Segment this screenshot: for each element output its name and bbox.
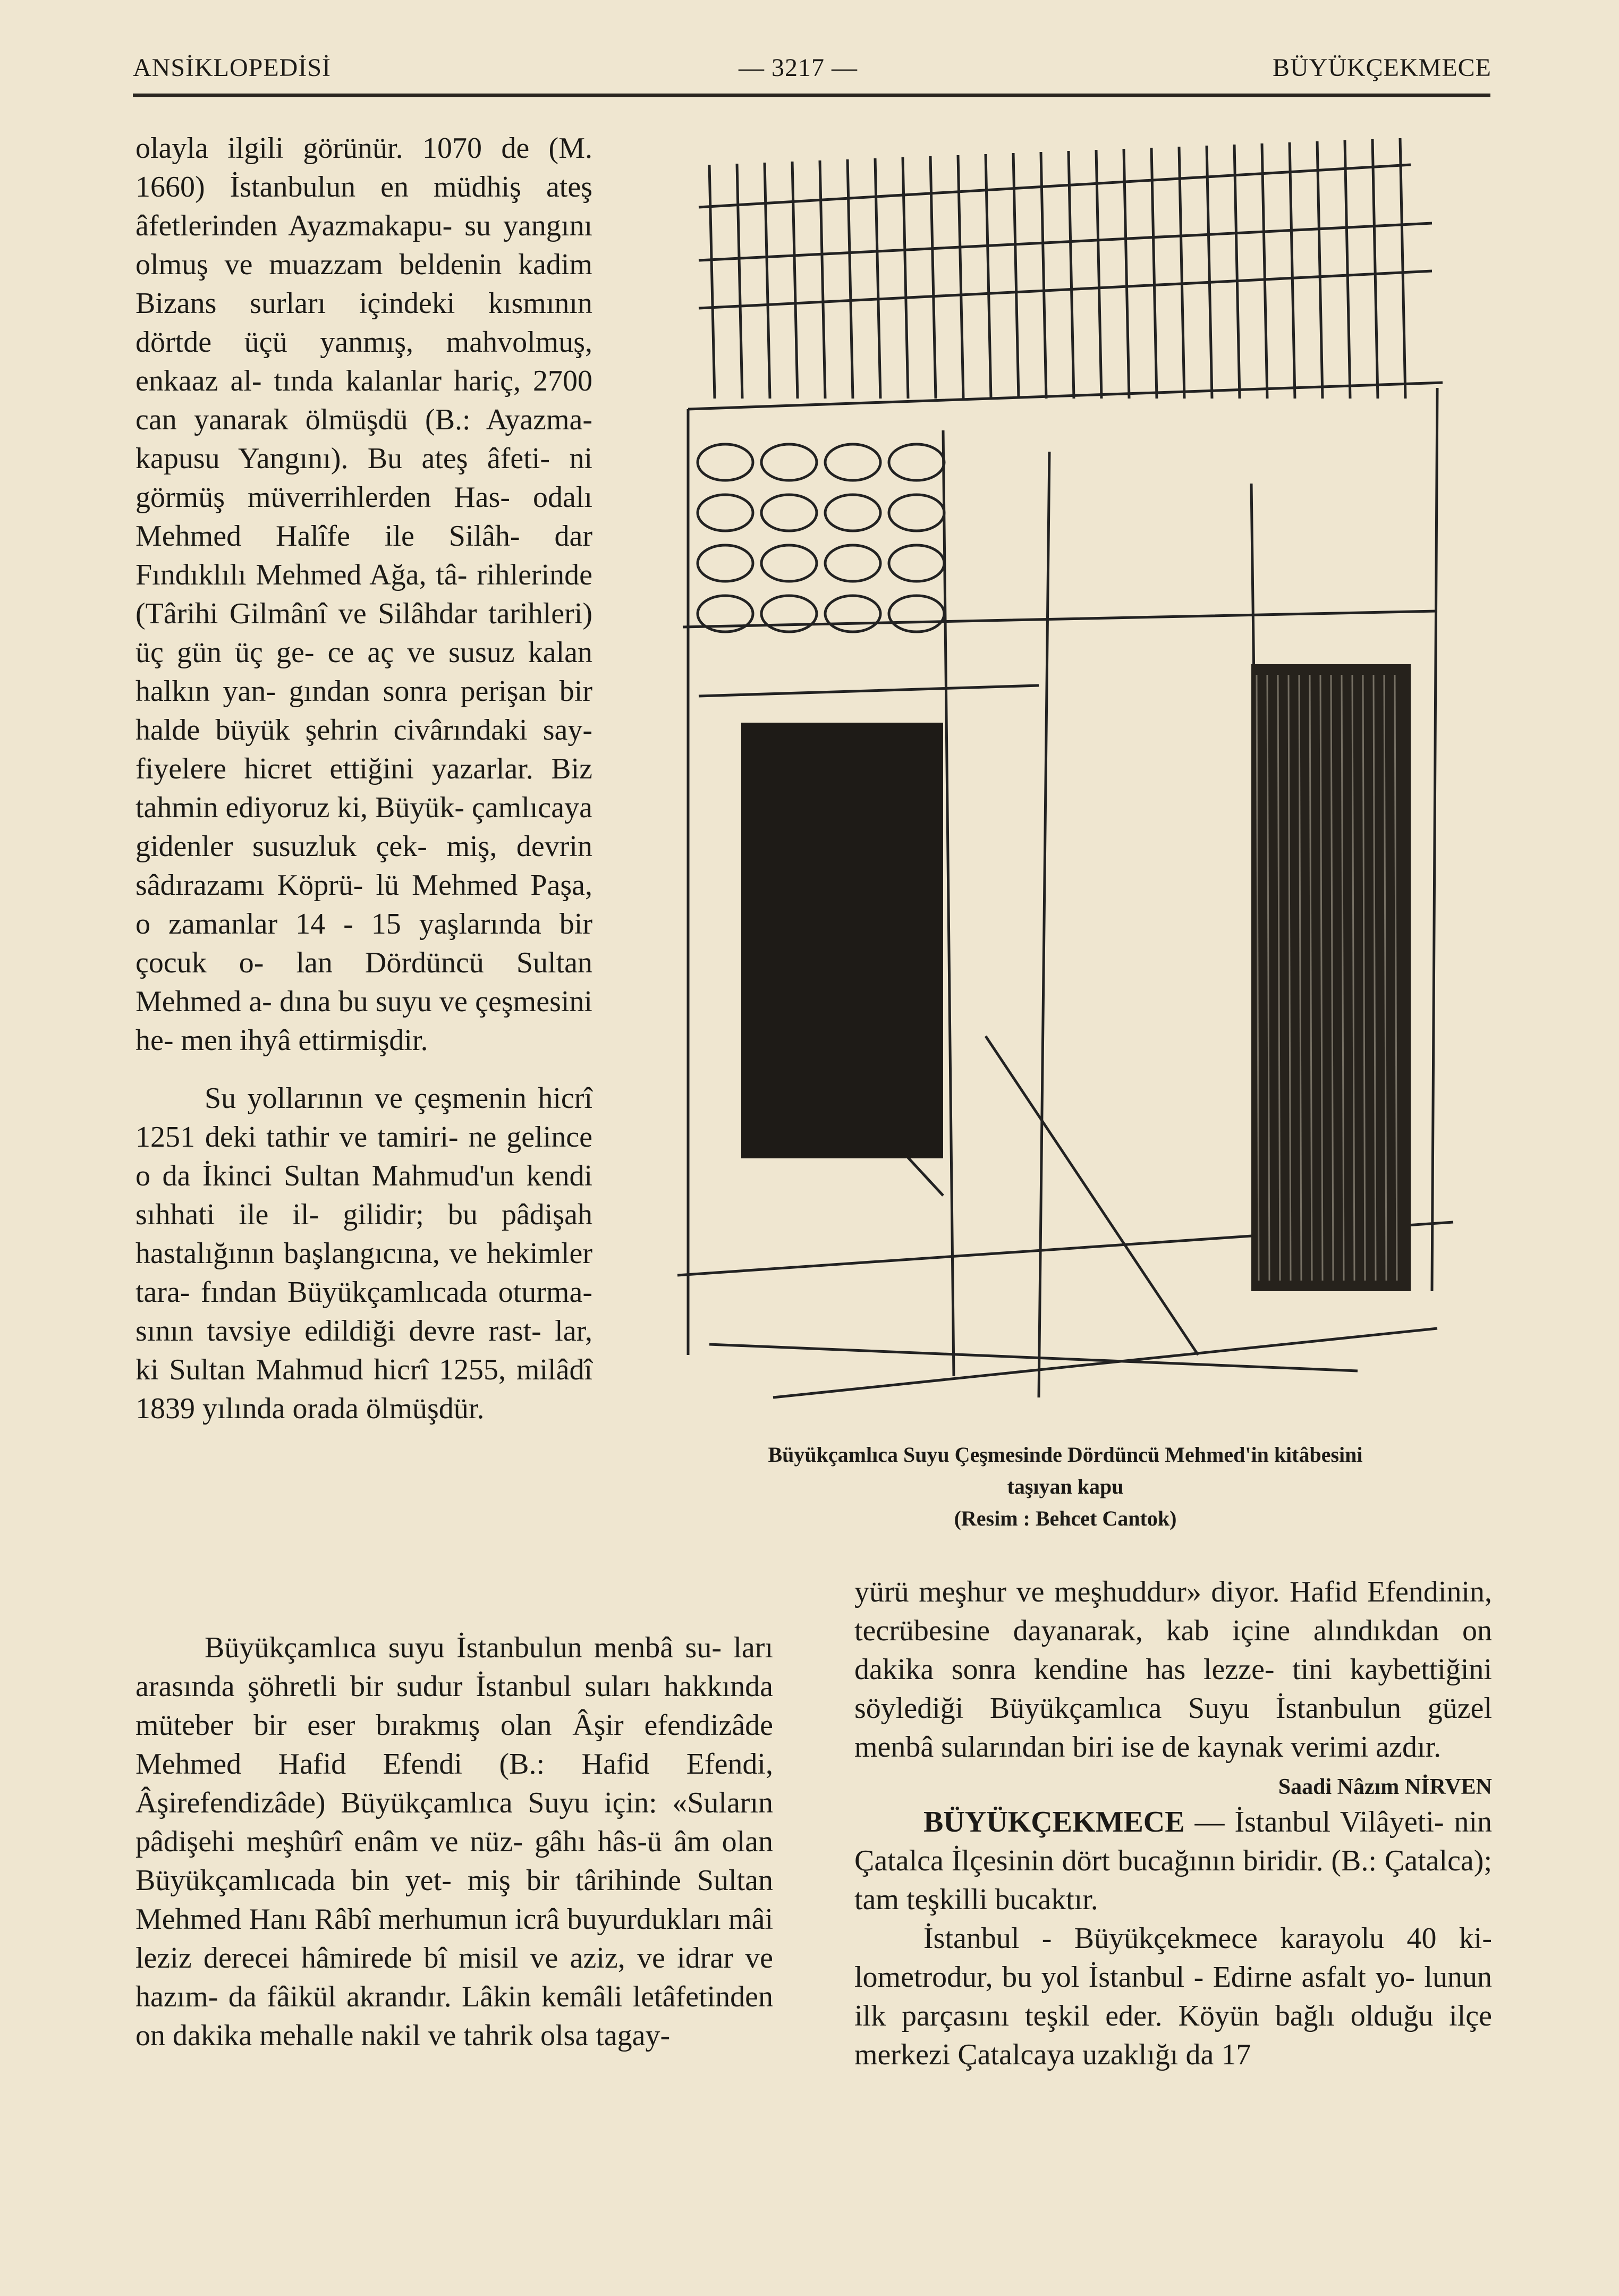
text-line: Mahmud'un kendi sıhhati ile il-	[135, 1159, 592, 1231]
text-line: merhumun icrâ buyurdukları mâi leziz derecei	[135, 1903, 773, 1975]
text-line: yürü meşhur ve meşhuddur» diyor. Hafid	[854, 1575, 1368, 1608]
text-line: Efendi, Âşirefendizâde) Büyükçamlıca Suyu	[135, 1748, 773, 1819]
text-line: yanmış, mahvolmuş, enkaaz al-	[135, 326, 593, 397]
text-line: gâhı hâs-ü âm olan Büyükçamlıcada bin yet-	[135, 1825, 773, 1897]
author-signature: Saadi Nâzım NİRVEN	[1278, 1775, 1492, 1799]
left-column-top	[135, 129, 592, 1428]
text-line: ölmüşdür.	[366, 1392, 485, 1425]
text-line: ni görmüş müverrihlerden Has-	[135, 442, 592, 514]
text-line: ateş âfetlerinden Ayazmakapu-	[135, 171, 592, 242]
text-line: yanarak ölmüşdü (B.: Ayazma-	[194, 403, 592, 436]
paragraph	[854, 1573, 1492, 1767]
text-line: lometrodur, bu yol İstanbul - Edirne asfalt yo-	[854, 1961, 1425, 1994]
caption-line: taşıyan kapu	[1007, 1475, 1124, 1498]
text-line: efendizâde Mehmed Hafid Efendi (B.: Hafid	[135, 1709, 773, 1781]
fountain-door-illustration	[667, 133, 1464, 1419]
left-doorway	[741, 723, 943, 1158]
text-line: on dakika mehalle nakil ve tahrik olsa tagay-	[135, 2019, 671, 2052]
right-column	[854, 1573, 1492, 2074]
paragraph	[854, 1919, 1492, 2074]
text-line: miş bir târihinde Sultan Mehmed Hanı Râbî	[135, 1864, 773, 1936]
paragraph	[135, 1629, 773, 2055]
entry-text: — İstanbul Vilâyeti-	[1194, 1806, 1444, 1839]
entry-headword: BÜYÜKÇEKMECE	[923, 1806, 1185, 1839]
header-rule	[133, 94, 1490, 97]
text-line: olduğu ilçe merkezi Çatalcaya uzaklığı da 17	[854, 2000, 1492, 2071]
text-line: 1255, milâdî 1839 yılında orada	[135, 1353, 592, 1425]
text-line: men ihyâ ettirmişdir.	[181, 1024, 428, 1057]
caption-credit: (Resim : Behcet Cantok)	[954, 1506, 1177, 1530]
figure-caption	[667, 1439, 1464, 1535]
text-line: büyük şehrin civârındaki say-	[215, 714, 592, 747]
text-line: dına bu suyu ve çeşmesini he-	[135, 985, 592, 1057]
text-line: ne gelince o da İkinci Sultan	[135, 1121, 592, 1192]
text-line: Silâhdar tarihleri) üç gün üç ge-	[135, 597, 592, 669]
text-line: dar Fındıklılı Mehmed Ağa, tâ-	[135, 520, 592, 591]
ink-drawing	[667, 133, 1464, 1419]
text-line: su yangını olmuş ve muazzam	[135, 209, 592, 281]
text-line: kaynak verimi azdır.	[1197, 1731, 1442, 1764]
text-line: lan Dördüncü Sultan Mehmed a-	[135, 946, 592, 1018]
text-line: hakkında müteber bir eser bırakmış olan Âşir	[135, 1670, 773, 1742]
text-line: sının tavsiye edildiği devre rast-	[135, 1315, 555, 1348]
text-line: tini kaybettiğini söylediği Büyükçamlıca Suyu	[854, 1653, 1492, 1725]
text-line: içindeki kısmının dörtde üçü	[135, 287, 592, 359]
text-line: İstanbul - Büyükçekmece karayolu 40 ki-	[923, 1922, 1492, 1955]
text-line: çamlıcaya gidenler susuzluk çek-	[135, 791, 592, 863]
entry-paragraph	[854, 1803, 1492, 1919]
text-line: beldenin kadim Bizans surları	[135, 248, 592, 320]
text-line: ce aç ve susuz kalan halkın yan-	[135, 636, 592, 708]
text-line: hicrî 1251 deki tathir ve tamiri-	[135, 1082, 592, 1154]
text-line: nin Çatalca İlçesinin dört bucağının biridir.	[854, 1806, 1493, 1877]
text-line: (M. 1660) İstanbulun en müdhiş	[135, 132, 592, 204]
text-line: lunun ilk parçasını teşkil eder. Köyün bağlı	[854, 1961, 1492, 2032]
text-line: Efendinin, tecrübesine dayanarak, kab içine	[854, 1575, 1492, 1647]
text-line: gilidir; bu pâdişah hastalığının	[135, 1198, 593, 1270]
text-line: kapusu Yangını). Bu ateş âfeti-	[135, 442, 570, 475]
page-number: — 3217 —	[739, 54, 858, 82]
text-line: hâmirede bî misil ve aziz, ve idrar ve hazım-	[135, 1942, 773, 2013]
left-column-bottom	[135, 1629, 773, 2055]
text-line: Büyükçamlıca suyu İstanbulun menbâ su-	[205, 1631, 734, 1664]
text-line: alındıkdan on dakika sonra kendine has lezze-	[854, 1614, 1493, 1686]
text-line: 14 - 15 yaşlarında bir çocuk o-	[135, 908, 593, 979]
text-line: rihlerinde (Târihi Gilmânî ve	[135, 558, 592, 630]
text-line: Biz tahmin ediyoruz ki, Büyük-	[135, 752, 592, 824]
header-right: BÜYÜKÇEKMECE	[1272, 54, 1491, 82]
text-line: tında kalanlar hariç, 2700 can	[135, 365, 593, 436]
text-line: ları arasında şöhretli bir sudur İstanbul suları	[135, 1631, 773, 1703]
text-line: (B.: Çatalca); tam teşkilli bucaktır.	[854, 1844, 1492, 1916]
paragraph	[135, 1079, 592, 1428]
text-line: İstanbulun güzel menbâ sularından biri ise de	[854, 1692, 1492, 1764]
text-line: da fâikül akrandır. Lâkin kemâli letâfetinden	[228, 1980, 773, 2013]
text-line: lar, ki Sultan Mahmud hicrî	[135, 1315, 592, 1386]
text-line: fından Büyükçamlıcada oturma-	[200, 1276, 592, 1309]
caption-line: Büyükçamlıca Suyu Çeşmesinde Dördüncü Mehmed'in kitâbesini	[768, 1443, 1363, 1467]
text-line: lü Mehmed Paşa, o zamanlar	[135, 869, 592, 941]
text-line: fiyelere hicret ettiğini yazarlar.	[135, 752, 552, 785]
header-left: ANSİKLOPEDİSİ	[133, 54, 331, 82]
text-line: miş, devrin sâdırazamı Köprü-	[135, 830, 592, 902]
text-line: gından sonra perişan bir halde	[135, 675, 592, 747]
text-line: odalı Mehmed Halîfe ile Silâh-	[135, 481, 592, 553]
text-line: olayla ilgili görünür. 1070 de	[135, 132, 549, 165]
text-line: için: «Suların pâdişehi meşhûrî enâm ve nüz-	[135, 1786, 774, 1858]
text-line: başlangıcına, ve hekimler tara-	[135, 1237, 592, 1309]
text-line: Su yollarının ve çeşmenin	[205, 1082, 538, 1115]
paragraph	[135, 129, 592, 1060]
